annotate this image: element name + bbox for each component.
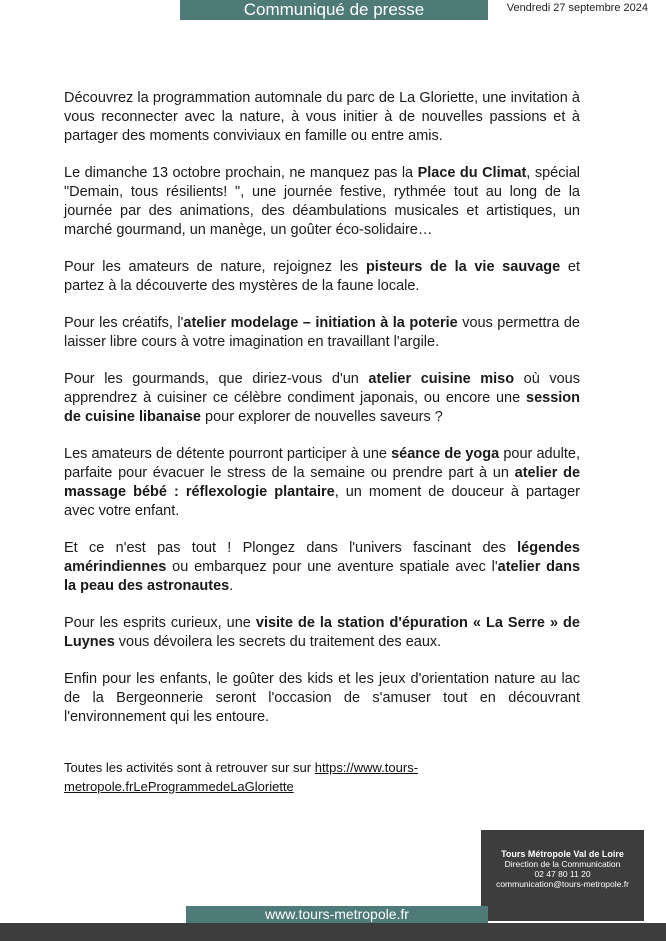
paragraph-4 bbox=[64, 314, 580, 352]
paragraph-text: Pour les gourmands, que diriez-vous d'un bbox=[64, 371, 369, 387]
press-release-body bbox=[64, 89, 580, 745]
activities-note bbox=[64, 758, 484, 796]
footer-band bbox=[0, 923, 666, 941]
highlighted-activity: atelier dans la peau des astronautes bbox=[64, 559, 581, 594]
paragraph-2 bbox=[64, 164, 580, 240]
paragraph-text: vous permettra de laisser libre cours à votre imagination en travaillant l'argile. bbox=[64, 315, 580, 350]
paragraph-text: Le dimanche 13 octobre prochain, ne manquez pas la bbox=[64, 165, 418, 181]
paragraph-9 bbox=[64, 670, 580, 727]
paragraph-text: , spécial "Demain, tous résilients! ", une journée festive, rythmée tout au long de la journée par des animations, des déambulations musicales et artistiques, un marché gourmand, un manège, un goûter éco-solidaire… bbox=[64, 165, 580, 238]
paragraph-text: . bbox=[229, 578, 234, 594]
paragraph-3 bbox=[64, 258, 580, 296]
highlighted-activity: atelier cuisine miso bbox=[368, 371, 515, 387]
website-banner[interactable]: www.tours-metropole.fr bbox=[186, 906, 488, 923]
activities-note-text: Toutes les activités sont à retrouver sur sur bbox=[64, 760, 315, 775]
programme-link[interactable]: https://www.tours-metropole.frLeProgrammedeLaGloriette bbox=[64, 760, 419, 794]
highlighted-activity: atelier de massage bébé : réflexologie plantaire bbox=[64, 465, 581, 500]
contact-department: Direction de la Communication bbox=[504, 859, 621, 869]
paragraph-text: Découvrez la programmation automnale du parc de La Gloriette, une invitation à vous reconnecter avec la nature, à vous initier à de nouvelles passions et à partager des moments conviviaux en famille ou entre amis. bbox=[64, 90, 580, 144]
paragraph-text: Les amateurs de détente pourront participer à une bbox=[64, 446, 392, 462]
highlighted-activity: session de cuisine libanaise bbox=[64, 390, 580, 425]
highlighted-activity: visite de la station d'épuration « La Serre » de Luynes bbox=[64, 615, 580, 650]
contact-email: communication@tours-metropole.fr bbox=[496, 879, 629, 889]
highlighted-activity: séance de yoga bbox=[391, 446, 500, 462]
paragraph-text: pour explorer de nouvelles saveurs ? bbox=[201, 409, 443, 425]
paragraph-text: pour adulte, parfaite pour évacuer le stress de la semaine ou prendre part à un bbox=[64, 446, 580, 481]
paragraph-7 bbox=[64, 539, 580, 596]
release-date: Vendredi 27 septembre 2024 bbox=[506, 2, 648, 14]
highlighted-activity: atelier modelage – initiation à la poterie bbox=[183, 315, 458, 331]
paragraph-text: vous dévoilera les secrets du traitement des eaux. bbox=[114, 634, 442, 650]
highlighted-activity: Place du Climat bbox=[417, 165, 527, 181]
paragraph-1 bbox=[64, 89, 580, 146]
paragraph-text: où vous apprendrez à cuisiner ce célèbre condiment japonais, ou encore une bbox=[64, 371, 580, 406]
paragraph-text: et partez à la découverte des mystères de la faune locale. bbox=[64, 259, 580, 294]
paragraph-text: Pour les créatifs, l' bbox=[64, 315, 184, 331]
press-release-title: Communiqué de presse bbox=[180, 0, 488, 20]
highlighted-activity: pisteurs de la vie sauvage bbox=[365, 259, 561, 275]
paragraph-text: , un moment de douceur à partager avec votre enfant. bbox=[64, 484, 580, 519]
paragraph-6 bbox=[64, 445, 580, 521]
paragraph-text: Pour les esprits curieux, une bbox=[64, 615, 256, 631]
paragraph-text: Enfin pour les enfants, le goûter des kids et les jeux d'orientation nature au lac de la Bergeonnerie seront l'occasion de s'amuser tout en découvrant l'environnement qui les entoure. bbox=[64, 671, 580, 725]
contact-organization: Tours Métropole Val de Loire bbox=[501, 849, 624, 859]
paragraph-text: Et ce n'est pas tout ! Plongez dans l'univers fascinant des bbox=[64, 540, 518, 556]
paragraph-5 bbox=[64, 370, 580, 427]
paragraph-8 bbox=[64, 614, 580, 652]
paragraph-text: Pour les amateurs de nature, rejoignez les bbox=[64, 259, 366, 275]
contact-box bbox=[481, 830, 644, 921]
paragraph-text: ou embarquez pour une aventure spatiale avec l' bbox=[166, 559, 498, 575]
highlighted-activity: légendes amérindiennes bbox=[64, 540, 580, 575]
contact-phone: 02 47 80 11 20 bbox=[534, 869, 591, 879]
